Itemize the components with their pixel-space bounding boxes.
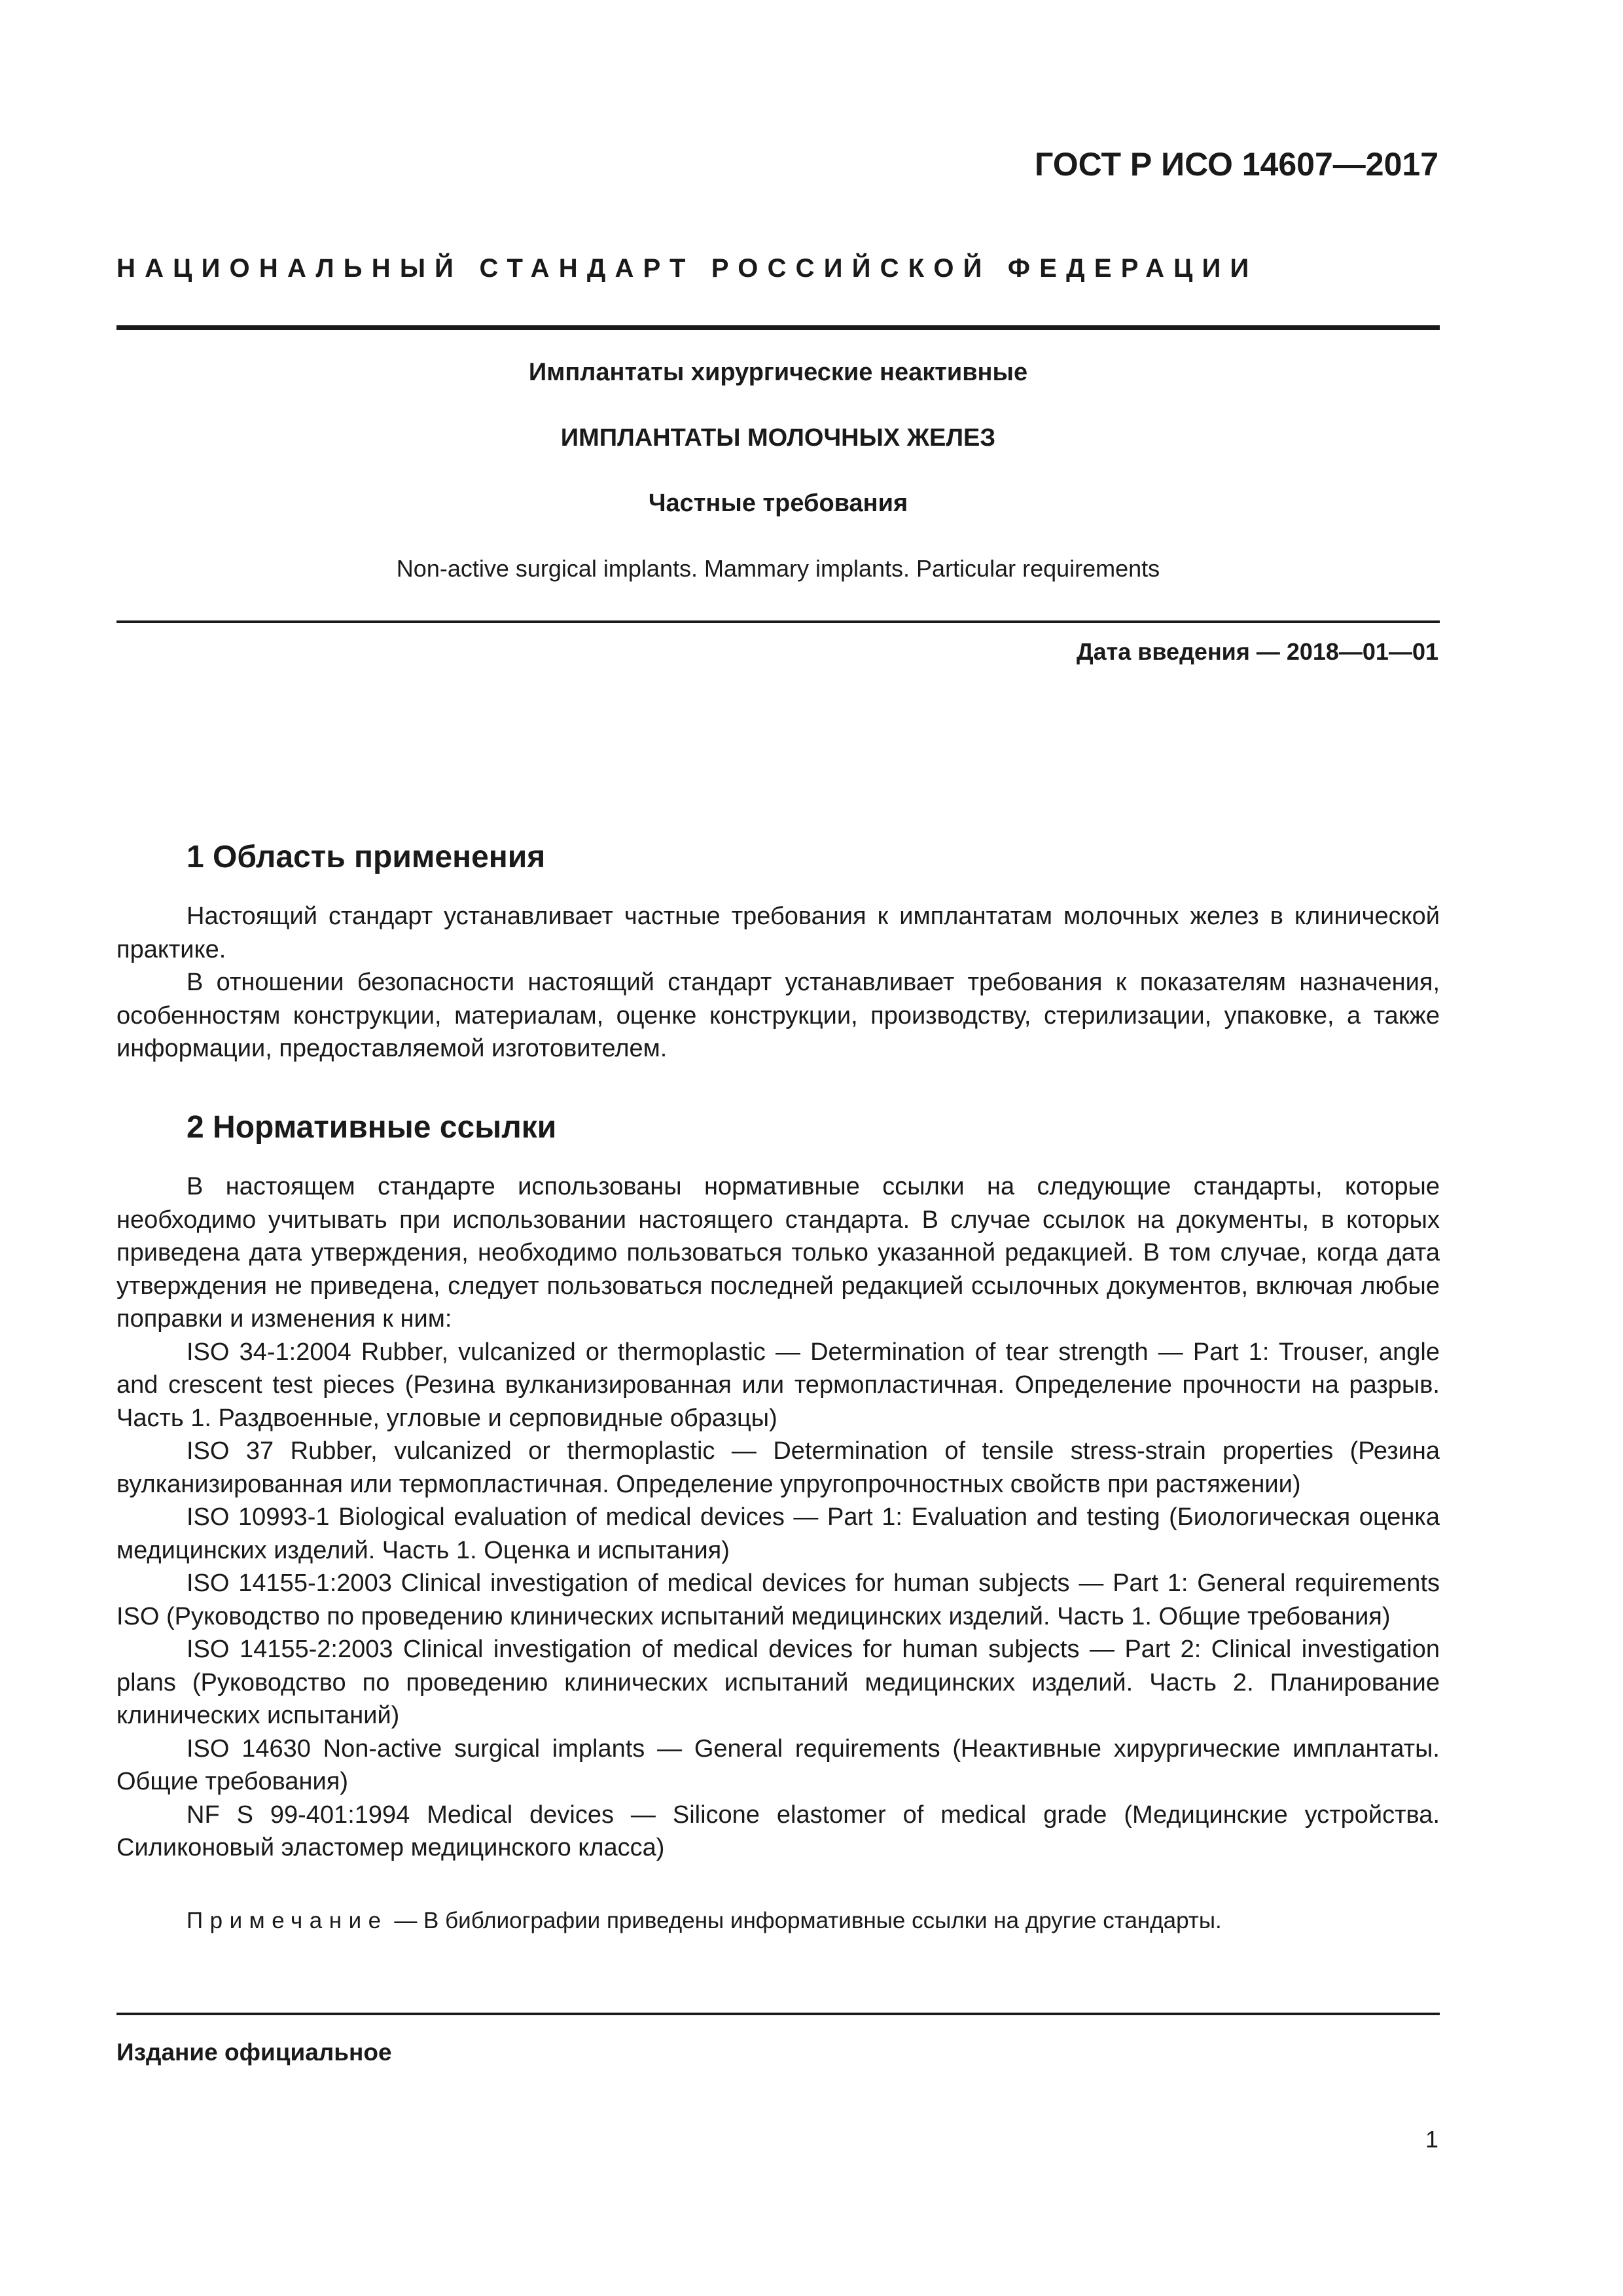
note-text: — В библиографии приведены информативные ссылки на другие стандарты. (387, 1908, 1222, 1933)
paragraph: В отношении безопасности настоящий стандарт устанавливает требования к показателям назначения, особенностям конструкции, материалам, оценке конструкции, производству, стерилизации, упаковке, а также информации, предоставляемой изготовителем. (116, 969, 1440, 1062)
title-line-3: Частные требования (648, 490, 908, 517)
reference-item: ISO 10993-1 Biological evaluation of medical devices — Part 1: Evaluation and testing (Биологическая оценка медицинских изделий. Часть 1. Оценка и испытания) (116, 1503, 1440, 1564)
page-number: 1 (1425, 2126, 1438, 2153)
edition-label: Издание официальное (116, 2039, 392, 2066)
section-2-heading: 2 Нормативные ссылки (187, 1110, 557, 1145)
introduction-date: Дата введения — 2018—01—01 (1076, 638, 1438, 665)
header-divider (116, 325, 1440, 330)
section-2-body (116, 1170, 1440, 1865)
paragraph: Настоящий стандарт устанавливает частные требования к имплантатам молочных желез в клинической практике. (116, 903, 1440, 963)
reference-item: ISO 14155-2:2003 Clinical investigation of medical devices for human subjects — Part 2: Clinical investigation plans (Руководство по проведению клинических испытаний медицинских изделий. Часть 2. Планирование клинических испытаний) (116, 1636, 1440, 1729)
paragraph: В настоящем стандарте использованы нормативные ссылки на следующие стандарты, которые необходимо учитывать при использовании настоящего стандарта. В случае ссылок на документы, в которых приведена дата утверждения, необходимо пользоваться только указанной редакцией. В том случае, когда дата утверждения не приведена, следует пользоваться последней редакцией ссылочных документов, включая любые поправки и изменения к ним: (116, 1173, 1440, 1333)
section-1-body (116, 900, 1440, 1066)
title-divider (116, 620, 1440, 623)
note-label: Примечание (187, 1908, 388, 1933)
reference-item: ISO 14155-1:2003 Clinical investigation of medical devices for human subjects — Part 1: General requirements ISO (Руководство по проведению клинических испытаний медицинских изделий. Часть 1. Общие требования) (116, 1570, 1440, 1630)
title-line-1: Имплантаты хирургические неактивные (528, 359, 1028, 386)
section-1-heading: 1 Область применения (187, 840, 546, 874)
english-title: Non-active surgical implants. Mammary implants. Particular requirements (396, 555, 1160, 582)
footer-divider (116, 2013, 1440, 2015)
reference-item: ISO 37 Rubber, vulcanized or thermoplastic — Determination of tensile stress-strain properties (Резина вулканизированная или термопластичная. Определение упругопрочностных свойств при растяжении) (116, 1437, 1440, 1498)
note (187, 1908, 1222, 1934)
reference-item: NF S 99-401:1994 Medical devices — Silicone elastomer of medical grade (Медицинские устройства. Силиконовый эластомер медицинского класса) (116, 1801, 1440, 1861)
reference-item: ISO 14630 Non-active surgical implants — General requirements (Неактивные хирургические имплантаты. Общие требования) (116, 1734, 1440, 1795)
title-line-2: ИМПЛАНТАТЫ МОЛОЧНЫХ ЖЕЛЕЗ (560, 424, 996, 452)
reference-item: ISO 34-1:2004 Rubber, vulcanized or thermoplastic — Determination of tear strength — Part 1: Trouser, angle and crescent test pieces (Резина вулканизированная или термопластичная. Определение прочности на разрыв. Часть 1. Раздвоенные, угловые и серповидные образцы) (116, 1338, 1440, 1432)
document-designation: ГОСТ Р ИСО 14607—2017 (1035, 146, 1438, 183)
national-standard-heading: НАЦИОНАЛЬНЫЙ СТАНДАРТ РОССИЙСКОЙ ФЕДЕРАЦИИ (116, 254, 1258, 283)
